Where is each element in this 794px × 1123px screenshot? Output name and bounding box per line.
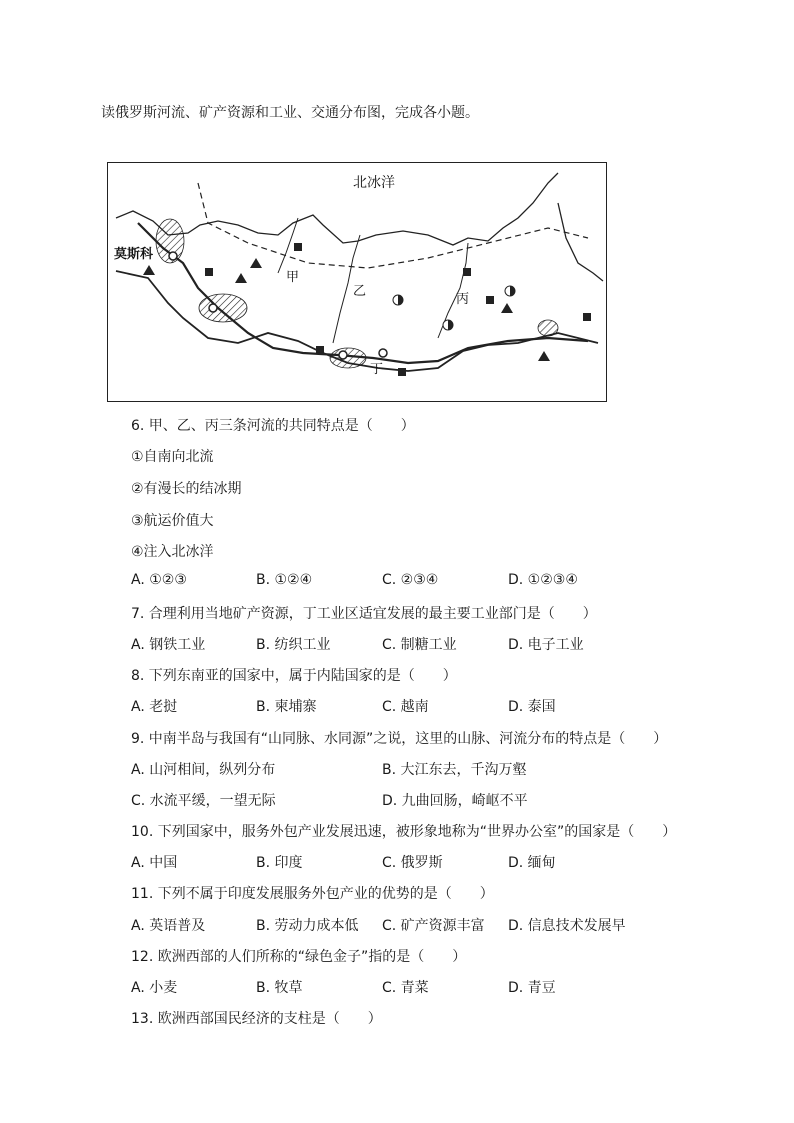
city-marker <box>209 304 217 312</box>
q6-option-c[interactable]: C. ②③④ <box>382 572 439 588</box>
mineral-triangle-icon <box>501 303 513 313</box>
mineral-square-icon <box>486 296 494 304</box>
map-label-yi: 乙 <box>353 284 367 299</box>
city-marker <box>379 349 387 357</box>
statement-4: ④注入北冰洋 <box>131 544 214 560</box>
map-figure <box>108 163 605 400</box>
map-label-bing: 丙 <box>456 292 470 307</box>
q11-option-d[interactable]: D. 信息技术发展早 <box>508 918 626 934</box>
q10-option-b[interactable]: B. 印度 <box>256 855 303 871</box>
statement-3: ③航运价值大 <box>131 513 214 529</box>
question-9-stem: 9. 中南半岛与我国有“山同脉、水同源”之说，这里的山脉、河流分布的特点是（ ） <box>131 731 668 747</box>
russia-map <box>107 162 607 402</box>
map-label-ocean: 北冰洋 <box>353 175 395 191</box>
question-7-stem: 7. 合理利用当地矿产资源，丁工业区适宜发展的最主要工业部门是（ ） <box>131 606 597 622</box>
mineral-square-icon <box>398 368 406 376</box>
q10-option-a[interactable]: A. 中国 <box>131 855 178 871</box>
statement-1: ①自南向北流 <box>131 449 214 465</box>
q7-option-d[interactable]: D. 电子工业 <box>508 637 584 653</box>
question-8-stem: 8. 下列东南亚的国家中，属于内陆国家的是（ ） <box>131 668 457 684</box>
question-13-stem: 13. 欧洲西部国民经济的支柱是（ ） <box>131 1011 382 1027</box>
question-6-stem: 6. 甲、乙、丙三条河流的共同特点是（ ） <box>131 418 415 434</box>
mineral-square-icon <box>294 243 302 251</box>
industrial-zone-ding <box>330 348 366 368</box>
q9-option-b[interactable]: B. 大江东去，千沟万壑 <box>382 762 527 778</box>
q6-option-b[interactable]: B. ①②④ <box>256 572 313 588</box>
q9-option-d[interactable]: D. 九曲回肠，崎岖不平 <box>382 793 528 809</box>
statement-2: ②有漫长的结冰期 <box>131 481 242 497</box>
q12-option-a[interactable]: A. 小麦 <box>131 980 178 996</box>
q8-option-b[interactable]: B. 柬埔寨 <box>256 699 317 715</box>
q9-option-a[interactable]: A. 山河相间，纵列分布 <box>131 762 276 778</box>
question-10-stem: 10. 下列国家中，服务外包产业发展迅速，被形象地称为“世界办公室”的国家是（ ） <box>131 824 677 840</box>
mineral-triangle-icon <box>538 351 550 361</box>
q7-option-b[interactable]: B. 纺织工业 <box>256 637 331 653</box>
q12-option-c[interactable]: C. 青菜 <box>382 980 429 996</box>
city-moscow-marker <box>169 252 177 260</box>
q10-option-d[interactable]: D. 缅甸 <box>508 855 556 871</box>
intro-text: 读俄罗斯河流、矿产资源和工业、交通分布图，完成各小题。 <box>101 105 479 121</box>
mineral-square-icon <box>316 346 324 354</box>
q12-option-d[interactable]: D. 青豆 <box>508 980 556 996</box>
industrial-zone-ural <box>199 294 247 322</box>
q10-option-c[interactable]: C. 俄罗斯 <box>382 855 443 871</box>
q8-option-a[interactable]: A. 老挝 <box>131 699 178 715</box>
map-label-moscow: 莫斯科 <box>114 247 154 262</box>
map-label-ding: 丁 <box>370 362 384 377</box>
q11-option-b[interactable]: B. 劳动力成本低 <box>256 918 359 934</box>
industrial-zone-far-east <box>538 320 558 336</box>
q7-option-c[interactable]: C. 制糖工业 <box>382 637 457 653</box>
q12-option-b[interactable]: B. 牧草 <box>256 980 303 996</box>
map-label-jia: 甲 <box>286 270 300 285</box>
q8-option-d[interactable]: D. 泰国 <box>508 699 556 715</box>
q6-option-a[interactable]: A. ①②③ <box>131 572 187 588</box>
q9-option-c[interactable]: C. 水流平缓，一望无际 <box>131 793 276 809</box>
mineral-square-icon <box>463 268 471 276</box>
question-12-stem: 12. 欧洲西部的人们所称的“绿色金子”指的是（ ） <box>131 949 467 965</box>
q11-option-c[interactable]: C. 矿产资源丰富 <box>382 918 485 934</box>
q7-option-a[interactable]: A. 钢铁工业 <box>131 637 206 653</box>
mineral-square-icon <box>205 268 213 276</box>
mineral-triangle-icon <box>143 265 155 275</box>
q11-option-a[interactable]: A. 英语普及 <box>131 918 206 934</box>
q6-option-d[interactable]: D. ①②③④ <box>508 572 578 588</box>
city-marker <box>339 351 347 359</box>
mineral-triangle-icon <box>250 258 262 268</box>
mineral-triangle-icon <box>235 273 247 283</box>
dashed-boundary <box>198 183 588 268</box>
mineral-square-icon <box>583 313 591 321</box>
q8-option-c[interactable]: C. 越南 <box>382 699 429 715</box>
question-11-stem: 11. 下列不属于印度发展服务外包产业的优势的是（ ） <box>131 886 494 902</box>
